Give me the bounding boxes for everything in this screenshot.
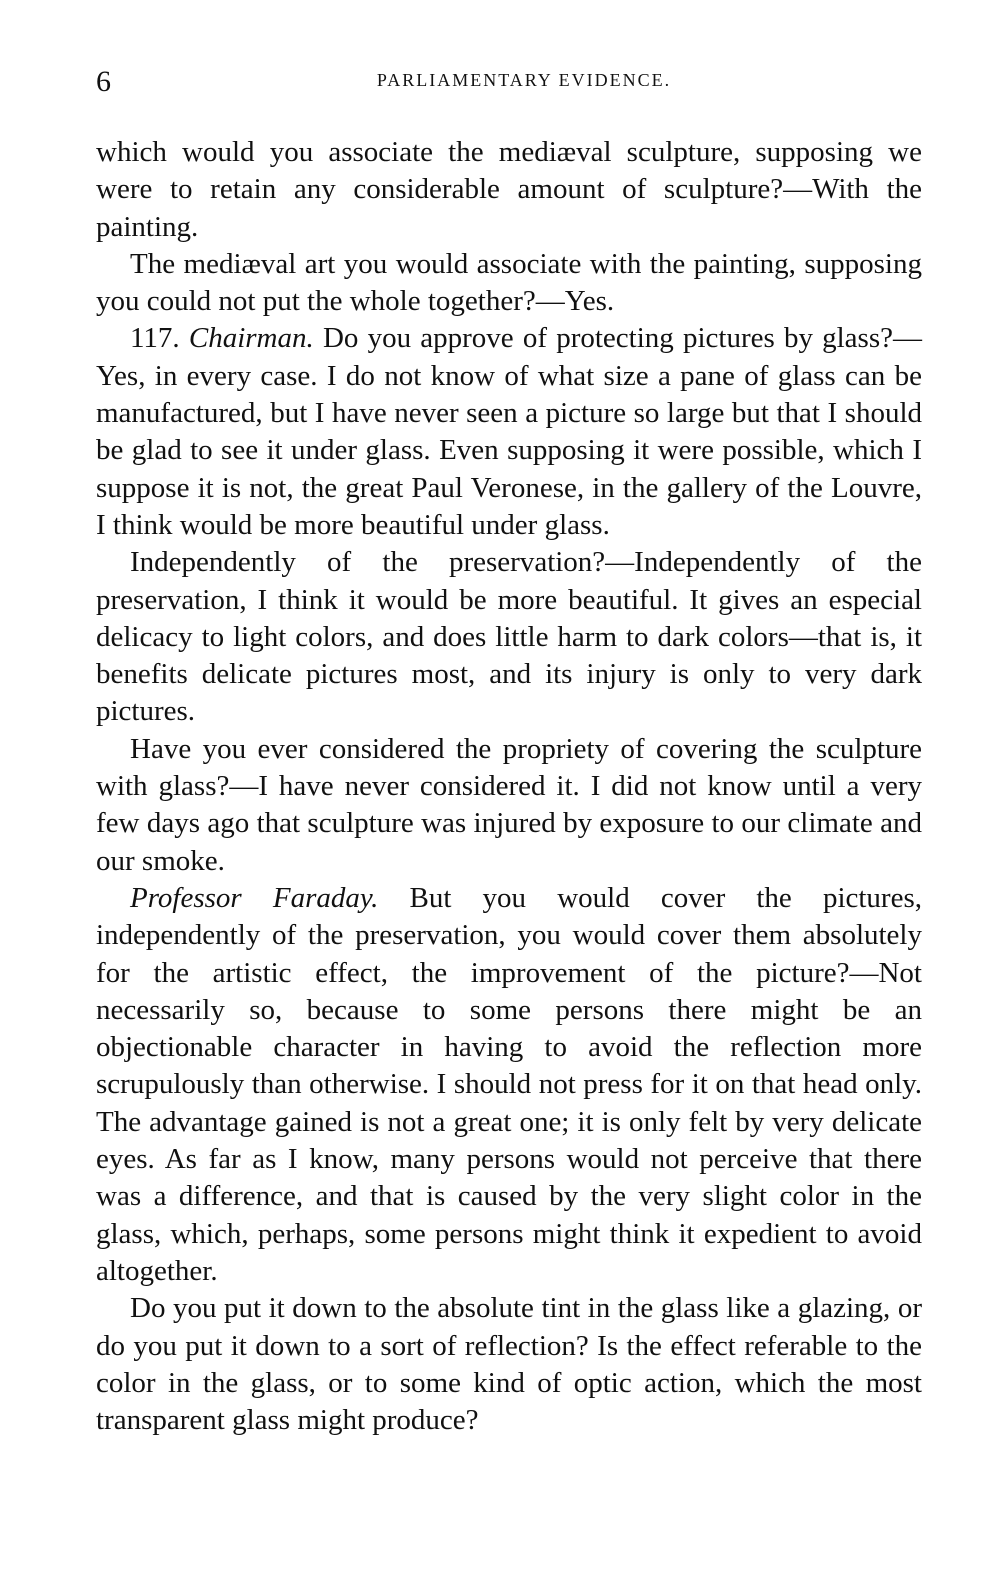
speaker-name: Professor Faraday. bbox=[130, 881, 379, 914]
paragraph-text: which would you associate the mediæval sculpture, supposing we were to retain any considerable amount of sculpture?—With the painting. bbox=[96, 136, 922, 243]
paragraph bbox=[96, 731, 922, 880]
body-text bbox=[96, 134, 922, 1439]
paragraph-text: The mediæval art you would associate with the painting, supposing you could not put the whole together?—Yes. bbox=[96, 247, 922, 318]
paragraph bbox=[96, 880, 922, 1290]
paragraph bbox=[96, 320, 922, 544]
paragraph bbox=[96, 134, 922, 246]
paragraph bbox=[96, 1290, 922, 1439]
document-page bbox=[96, 64, 922, 1439]
question-number: 117. bbox=[130, 322, 180, 355]
page-number: 6 bbox=[96, 65, 111, 98]
paragraph bbox=[96, 544, 922, 730]
paragraph-text: Do you put it down to the absolute tint in the glass like a glazing, or do you put it down to a sort of reflection? Is the effect referable to the color in the glass, or to some kind of optic action, which the most transparent glass might produce? bbox=[96, 1292, 922, 1437]
paragraph-text: Do you approve of protecting pictures by glass?—Yes, in every case. I do not know of what size a pane of glass can be manufactured, but I have never seen a picture so large but that I should be glad to see it under glass. Even supposing it were possible, which I suppose it is not, the great Paul Veronese, in the gallery of the Louvre, I think would be more beautiful under glass. bbox=[96, 322, 922, 541]
speaker-name: Chairman. bbox=[188, 322, 314, 355]
paragraph-text: Have you ever considered the propriety of covering the sculpture with glass?—I have never considered it. I did not know until a very few days ago that sculpture was injured by exposure to our climate and our smoke. bbox=[96, 732, 922, 877]
running-head bbox=[96, 64, 922, 104]
paragraph bbox=[96, 246, 922, 321]
paragraph-text: Independently of the preservation?—Independently of the preservation, I think it would be more beautiful. It gives an especial delicacy to light colors, and does little harm to dark colors—that is, it benefits delicate pictures most, and its injury is only to very dark pictures. bbox=[96, 546, 922, 728]
running-title: PARLIAMENTARY EVIDENCE. bbox=[376, 70, 672, 90]
paragraph-text: But you would cover the pictures, independently of the preservation, you would cover them absolutely for the artistic effect, the improvement of the picture?—Not necessarily so, because to some persons there might be an objectionable character in having to avoid the reflection more scrupulously than otherwise. I should not press for it on that head only. The advantage gained is not a great one; it is only felt by very delicate eyes. As far as I know, many persons would not perceive that there was a difference, and that is caused by the very slight color in the glass, which, perhaps, some persons might think it expedient to avoid altogether. bbox=[96, 881, 922, 1287]
